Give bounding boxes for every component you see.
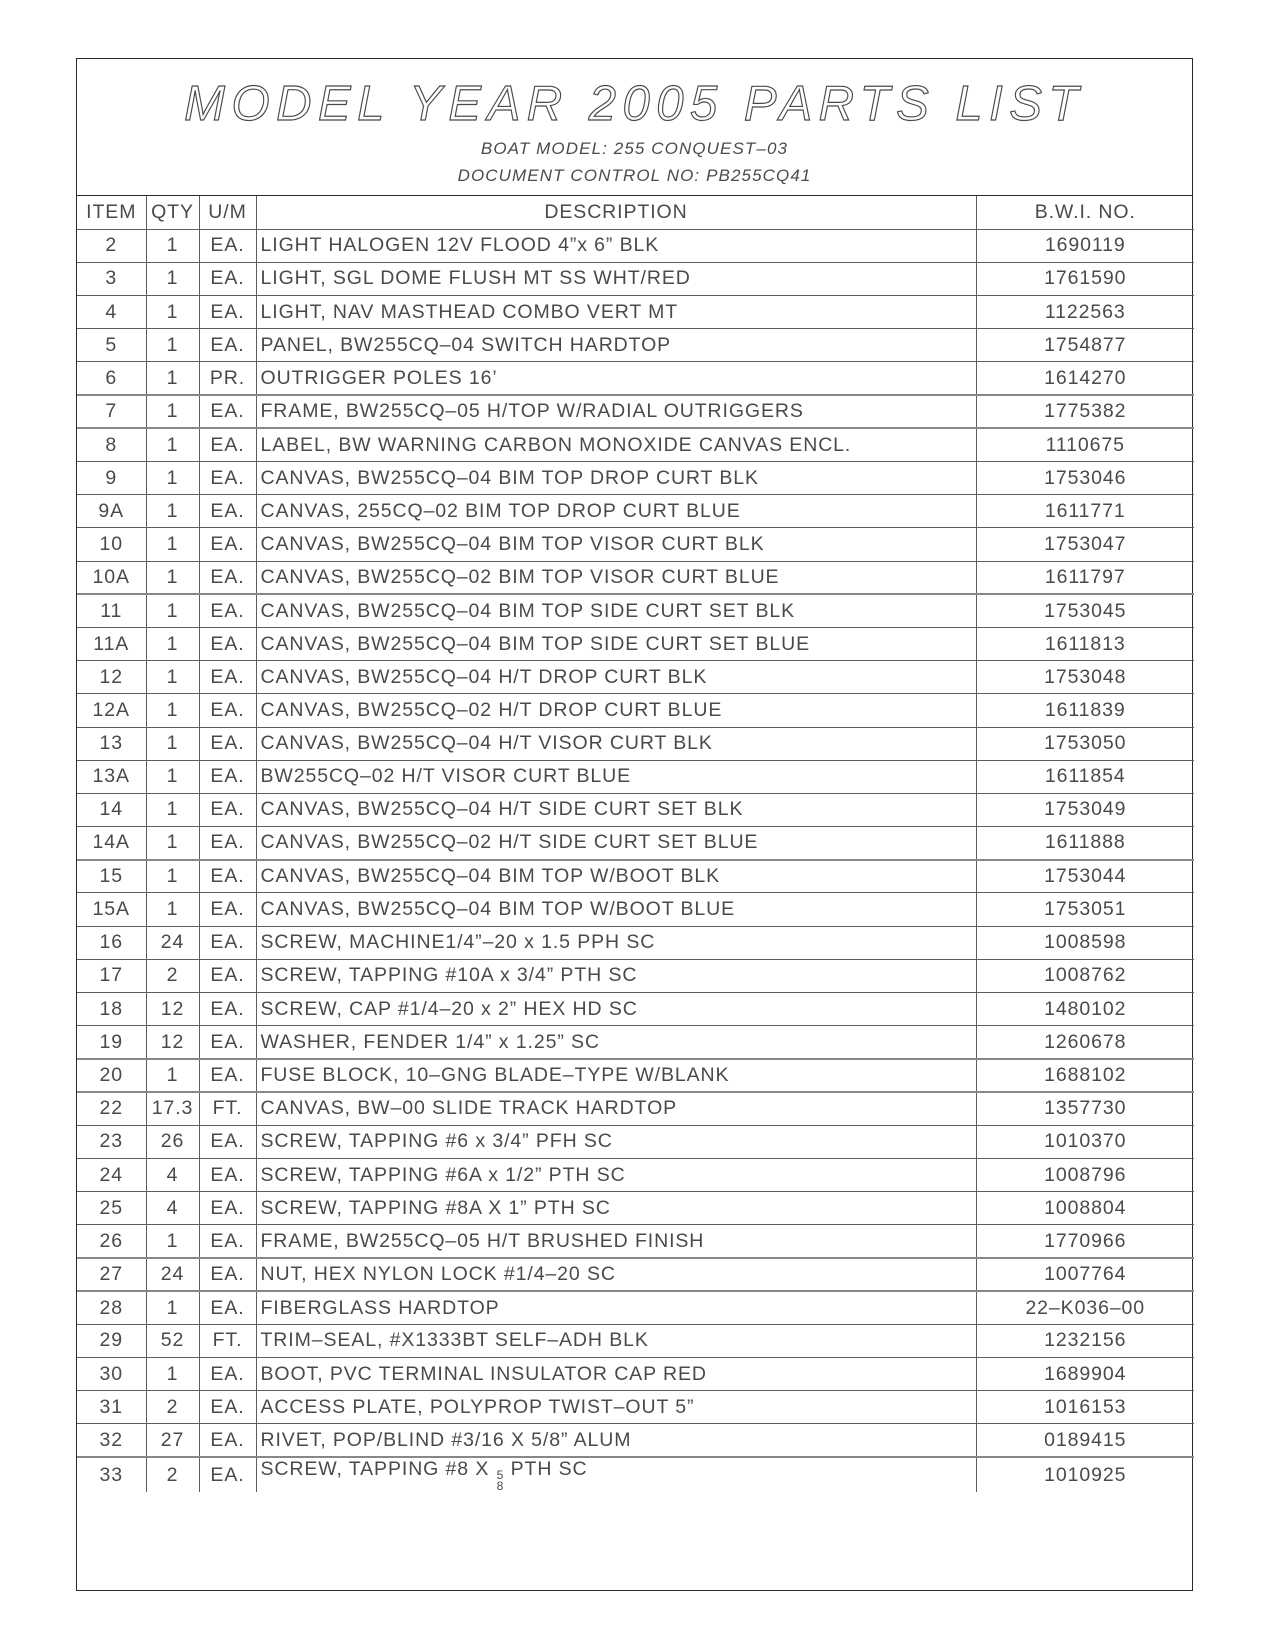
cell-item: 25 [77,1192,146,1225]
table-row [77,993,1194,1026]
cell-um: EA. [199,1457,256,1492]
cell-um: EA. [199,296,256,329]
cell-bwi: 1122563 [976,296,1194,329]
cell-qty: 1 [146,760,199,793]
cell-qty: 1 [146,1291,199,1324]
cell-description: CANVAS, BW255CQ–04 H/T DROP CURT BLK [256,661,976,694]
cell-bwi: 1016153 [976,1391,1194,1424]
cell-um: EA. [199,1358,256,1391]
cell-qty: 4 [146,1192,199,1225]
cell-um: EA. [199,860,256,893]
boat-model-line: BOAT MODEL: 255 CONQUEST–03 [480,139,789,159]
cell-item: 30 [77,1358,146,1391]
cell-um: EA. [199,561,256,594]
cell-description: TRIM–SEAL, #X1333BT SELF–ADH BLK [256,1324,976,1357]
table-row [77,1192,1194,1225]
cell-item: 9 [77,462,146,495]
cell-qty: 1 [146,860,199,893]
table-row [77,694,1194,727]
cell-bwi: 1260678 [976,1026,1194,1059]
table-header [77,196,1194,229]
cell-item: 15A [77,893,146,926]
cell-description: SCREW, MACHINE1/4”–20 x 1.5 PPH SC [256,926,976,959]
cell-qty: 1 [146,1059,199,1092]
cell-item: 13 [77,727,146,760]
cell-um: EA. [199,760,256,793]
cell-um: EA. [199,1026,256,1059]
cell-item: 2 [77,229,146,262]
table-row [77,860,1194,893]
cell-bwi: 1611771 [976,495,1194,528]
cell-item: 10 [77,528,146,561]
cell-um: EA. [199,528,256,561]
cell-bwi: 1753045 [976,594,1194,627]
cell-bwi: 1753046 [976,462,1194,495]
cell-um: EA. [199,1258,256,1291]
cell-qty: 24 [146,1258,199,1291]
table-row [77,1225,1194,1258]
cell-description: CANVAS, BW255CQ–04 H/T VISOR CURT BLK [256,727,976,760]
cell-bwi: 1110675 [976,428,1194,461]
cell-description: CANVAS, BW255CQ–04 BIM TOP W/BOOT BLUE [256,893,976,926]
cell-bwi: 1007764 [976,1258,1194,1291]
cell-description: FRAME, BW255CQ–05 H/T BRUSHED FINISH [256,1225,976,1258]
cell-bwi: 1008598 [976,926,1194,959]
cell-qty: 2 [146,959,199,992]
cell-um: FT. [199,1092,256,1125]
drawing-sheet [76,58,1193,1591]
cell-um: EA. [199,661,256,694]
cell-bwi: 1753047 [976,528,1194,561]
cell-um: EA. [199,926,256,959]
column-header-qty: QTY [146,196,199,229]
cell-qty: 1 [146,395,199,428]
cell-qty: 1 [146,296,199,329]
cell-item: 26 [77,1225,146,1258]
cell-qty: 1 [146,495,199,528]
table-row [77,793,1194,826]
cell-description: SCREW, TAPPING #6A x 1/2” PTH SC [256,1158,976,1191]
cell-um: EA. [199,1424,256,1457]
table-body [77,229,1194,1492]
table-row [77,1324,1194,1357]
cell-item: 16 [77,926,146,959]
cell-bwi: 1611854 [976,760,1194,793]
cell-item: 6 [77,362,146,395]
cell-description: OUTRIGGER POLES 16’ [256,362,976,395]
cell-description: SCREW, TAPPING #8 X 5 8 PTH SC [256,1457,976,1492]
cell-um: EA. [199,959,256,992]
cell-qty: 1 [146,561,199,594]
cell-description: CANVAS, BW255CQ–02 H/T DROP CURT BLUE [256,694,976,727]
table-row [77,1391,1194,1424]
cell-qty: 24 [146,926,199,959]
cell-um: EA. [199,395,256,428]
cell-bwi: 22–K036–00 [976,1291,1194,1324]
cell-description: CANVAS, BW255CQ–04 BIM TOP VISOR CURT BLK [256,528,976,561]
cell-description: NUT, HEX NYLON LOCK #1/4–20 SC [256,1258,976,1291]
cell-qty: 27 [146,1424,199,1457]
cell-description: CANVAS, 255CQ–02 BIM TOP DROP CURT BLUE [256,495,976,528]
cell-item: 3 [77,262,146,295]
cell-qty: 1 [146,661,199,694]
cell-bwi: 1761590 [976,262,1194,295]
table-row [77,462,1194,495]
cell-qty: 4 [146,1158,199,1191]
cell-bwi: 1775382 [976,395,1194,428]
cell-qty: 2 [146,1391,199,1424]
cell-qty: 1 [146,594,199,627]
cell-bwi: 1357730 [976,1092,1194,1125]
table-row [77,262,1194,295]
cell-qty: 1 [146,627,199,660]
cell-description: RIVET, POP/BLIND #3/16 X 5/8” ALUM [256,1424,976,1457]
cell-um: EA. [199,793,256,826]
cell-um: EA. [199,1291,256,1324]
table-row [77,1424,1194,1457]
cell-description: CANVAS, BW255CQ–02 H/T SIDE CURT SET BLUE [256,827,976,860]
cell-bwi: 1753049 [976,793,1194,826]
table-row [77,1026,1194,1059]
cell-um: EA. [199,229,256,262]
cell-bwi: 1753048 [976,661,1194,694]
table-row [77,329,1194,362]
table-row [77,296,1194,329]
column-header-um: U/M [199,196,256,229]
cell-um: EA. [199,627,256,660]
page-title: MODEL YEAR 2005 PARTS LIST [184,77,1085,131]
cell-item: 12A [77,694,146,727]
cell-bwi: 1008762 [976,959,1194,992]
table-row [77,395,1194,428]
cell-description: CANVAS, BW255CQ–04 BIM TOP DROP CURT BLK [256,462,976,495]
cell-qty: 12 [146,1026,199,1059]
cell-qty: 2 [146,1457,199,1492]
cell-qty: 1 [146,893,199,926]
cell-um: FT. [199,1324,256,1357]
table-row [77,827,1194,860]
table-row [77,528,1194,561]
cell-description: FIBERGLASS HARDTOP [256,1291,976,1324]
cell-bwi: 1611839 [976,694,1194,727]
cell-qty: 1 [146,1225,199,1258]
cell-bwi: 1232156 [976,1324,1194,1357]
column-header-bwi: B.W.I. NO. [976,196,1194,229]
cell-description: FRAME, BW255CQ–05 H/TOP W/RADIAL OUTRIGGERS [256,395,976,428]
table-row [77,1125,1194,1158]
table-row [77,661,1194,694]
table-row [77,594,1194,627]
cell-qty: 52 [146,1324,199,1357]
cell-qty: 12 [146,993,199,1026]
cell-item: 9A [77,495,146,528]
cell-description: CANVAS, BW255CQ–02 BIM TOP VISOR CURT BLUE [256,561,976,594]
cell-um: EA. [199,1391,256,1424]
subtitle-group [77,136,1192,189]
cell-description: CANVAS, BW255CQ–04 H/T SIDE CURT SET BLK [256,793,976,826]
cell-qty: 1 [146,1358,199,1391]
cell-item: 28 [77,1291,146,1324]
cell-description: LIGHT HALOGEN 12V FLOOD 4”x 6” BLK [256,229,976,262]
cell-qty: 1 [146,727,199,760]
column-header-item: ITEM [77,196,146,229]
cell-um: EA. [199,1225,256,1258]
cell-item: 20 [77,1059,146,1092]
title-block [77,59,1192,196]
cell-um: EA. [199,262,256,295]
parts-table [77,196,1194,1492]
cell-item: 33 [77,1457,146,1492]
cell-bwi: 1754877 [976,329,1194,362]
cell-item: 13A [77,760,146,793]
table-row [77,362,1194,395]
table-row [77,229,1194,262]
cell-description: SCREW, CAP #1/4–20 x 2” HEX HD SC [256,993,976,1026]
cell-description: CANVAS, BW255CQ–04 BIM TOP W/BOOT BLK [256,860,976,893]
cell-bwi: 1010925 [1044,1463,1127,1486]
cell-item: 19 [77,1026,146,1059]
cell-qty: 1 [146,428,199,461]
cell-um: EA. [199,462,256,495]
cell-description: LIGHT, SGL DOME FLUSH MT SS WHT/RED [256,262,976,295]
cell-bwi: 1770966 [976,1225,1194,1258]
cell-um: EA. [199,1192,256,1225]
cell-qty: 1 [146,827,199,860]
cell-item: 22 [77,1092,146,1125]
cell-description: SCREW, TAPPING #6 x 3/4” PFH SC [256,1125,976,1158]
cell-description: FUSE BLOCK, 10–GNG BLADE–TYPE W/BLANK [256,1059,976,1092]
cell-bwi: 1611813 [976,627,1194,660]
cell-bwi: 1008804 [976,1192,1194,1225]
cell-bwi: 0189415 [976,1424,1194,1457]
cell-qty: 1 [146,528,199,561]
table-row [77,1158,1194,1191]
cell-um: EA. [199,827,256,860]
cell-description: LIGHT, NAV MASTHEAD COMBO VERT MT [256,296,976,329]
cell-item: 14A [77,827,146,860]
cell-description: SCREW, TAPPING #8A X 1” PTH SC [256,1192,976,1225]
table-row [77,1258,1194,1291]
cell-item: 24 [77,1158,146,1191]
table-row [77,1092,1194,1125]
cell-um: EA. [199,495,256,528]
cell-description: CANVAS, BW255CQ–04 BIM TOP SIDE CURT SET BLUE [256,627,976,660]
cell-um: EA. [199,893,256,926]
cell-item: 12 [77,661,146,694]
cell-um: EA. [199,727,256,760]
cell-bwi: 1611797 [976,561,1194,594]
table-row [77,760,1194,793]
cell-item: 11A [77,627,146,660]
table-row [77,428,1194,461]
cell-description: BW255CQ–02 H/T VISOR CURT BLUE [256,760,976,793]
table-row [77,926,1194,959]
cell-um: EA. [199,1125,256,1158]
stacked-fraction: 5 8 [496,1467,504,1493]
cell-description: LABEL, BW WARNING CARBON MONOXIDE CANVAS ENCL. [256,428,976,461]
table-row [77,561,1194,594]
cell-qty: 1 [146,462,199,495]
cell-bwi: 1611888 [976,827,1194,860]
cell-um: EA. [199,993,256,1026]
cell-um: EA. [199,329,256,362]
cell-item: 17 [77,959,146,992]
cell-bwi: 1753050 [976,727,1194,760]
table-row [77,1358,1194,1391]
cell-item: 5 [77,329,146,362]
cell-um: EA. [199,594,256,627]
table-row [77,495,1194,528]
cell-um: EA. [199,1158,256,1191]
table-row [77,893,1194,926]
cell-bwi: 1688102 [976,1059,1194,1092]
cell-um: PR. [199,362,256,395]
cell-um: EA. [199,1059,256,1092]
table-row [77,727,1194,760]
cell-item: 27 [77,1258,146,1291]
cell-item: 10A [77,561,146,594]
cell-bwi: 1689904 [976,1358,1194,1391]
cell-description: BOOT, PVC TERMINAL INSULATOR CAP RED [256,1358,976,1391]
document-control-line: DOCUMENT CONTROL NO: PB255CQ41 [457,165,812,185]
cell-item: 29 [77,1324,146,1357]
cell-bwi: 1753044 [976,860,1194,893]
cell-bwi: 1010370 [976,1125,1194,1158]
cell-description: ACCESS PLATE, POLYPROP TWIST–OUT 5” [256,1391,976,1424]
table-header-row [77,196,1194,229]
cell-item: 11 [77,594,146,627]
column-header-description: DESCRIPTION [256,196,976,229]
cell-um: EA. [199,694,256,727]
cell-description: CANVAS, BW255CQ–04 BIM TOP SIDE CURT SET BLK [256,594,976,627]
cell-item: 4 [77,296,146,329]
cell-qty: 1 [146,362,199,395]
table-row [77,1457,1194,1492]
cell-bwi: 1008796 [976,1158,1194,1191]
cell-bwi: 1480102 [976,993,1194,1026]
cell-description: SCREW, TAPPING #10A x 3/4” PTH SC [256,959,976,992]
cell-qty: 1 [146,793,199,826]
table-row [77,1059,1194,1092]
cell-item: 31 [77,1391,146,1424]
cell-bwi: 1753051 [976,893,1194,926]
cell-bwi: 1690119 [976,229,1194,262]
cell-um: EA. [199,428,256,461]
cell-item: 14 [77,793,146,826]
cell-qty: 1 [146,229,199,262]
cell-item: 18 [77,993,146,1026]
cell-qty: 1 [146,694,199,727]
cell-qty: 1 [146,329,199,362]
cell-qty: 26 [146,1125,199,1158]
cell-description: PANEL, BW255CQ–04 SWITCH HARDTOP [256,329,976,362]
cell-item: 15 [77,860,146,893]
cell-item: 7 [77,395,146,428]
cell-description: WASHER, FENDER 1/4” x 1.25” SC [256,1026,976,1059]
cell-item: 8 [77,428,146,461]
table-row [77,627,1194,660]
cell-qty: 1 [146,262,199,295]
table-row [77,1291,1194,1324]
cell-item: 32 [77,1424,146,1457]
cell-qty: 17.3 [146,1092,199,1125]
cell-bwi: 1614270 [976,362,1194,395]
table-row [77,959,1194,992]
cell-description: CANVAS, BW–00 SLIDE TRACK HARDTOP [256,1092,976,1125]
cell-item: 23 [77,1125,146,1158]
